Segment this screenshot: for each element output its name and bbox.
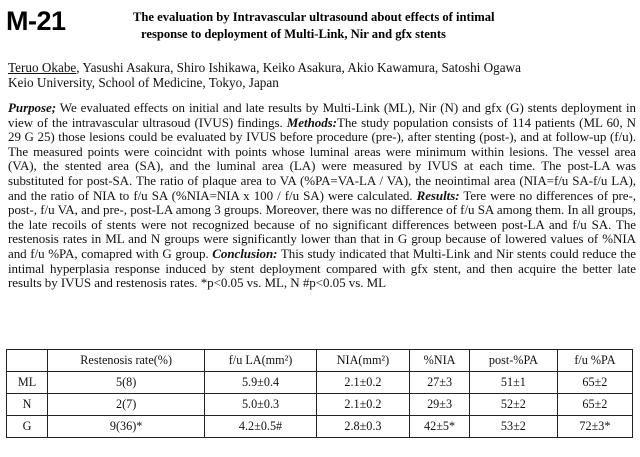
table-header-cell: f/u %PA xyxy=(557,350,632,372)
table-cell: 2(7) xyxy=(48,394,205,416)
table-cell: 51±1 xyxy=(470,372,558,394)
conclusion-label: Conclusion: xyxy=(212,245,278,261)
table-row xyxy=(7,372,633,394)
results-text: Tere were no differences of pre-, post-, f/u VA, and pre-, post-LA among 3 groups. Moreover, there was no difference of f/u SA among them. In all groups, the late recoils of stents were not recognized because of no significant differences between post-LA and f/u SA. The restenosis rates in ML and N groups were significantly lower than that in G group because of lowered values of %NIA and f/u %PA, comapred with G group. xyxy=(8,187,636,261)
table-cell: 2.8±0.3 xyxy=(316,416,409,438)
table-cell: G xyxy=(7,416,48,438)
table-header-cell: post-%PA xyxy=(470,350,558,372)
table-cell: 5.9±0.4 xyxy=(205,372,317,394)
table-cell: 29±3 xyxy=(410,394,470,416)
table-header-cell: NIA(mm²) xyxy=(316,350,409,372)
table-row xyxy=(7,416,633,438)
results-label: Results: xyxy=(416,187,460,203)
table-cell: 53±2 xyxy=(470,416,558,438)
table-cell: 72±3* xyxy=(557,416,632,438)
abstract-title xyxy=(133,9,633,43)
title-line-1: The evaluation by Intravascular ultrasound about effects of intimal xyxy=(133,10,495,24)
conclusion-text: This study indicated that Multi-Link and Nir stents could reduce the intimal hyperplasia response induced by stent deployment compared with gfx stent, and then acquire the better late results by IVUS and restenosis rates. *p<0.05 vs. ML, N #p<0.05 vs. ML xyxy=(8,245,636,291)
table-cell: 5(8) xyxy=(48,372,205,394)
table-cell: 4.2±0.5# xyxy=(205,416,317,438)
table-cell: 65±2 xyxy=(557,372,632,394)
coauthors: , Yasushi Asakura, Shiro Ishikawa, Keiko Asakura, Akio Kawamura, Satoshi Ogawa xyxy=(76,60,521,75)
methods-label: Methods: xyxy=(286,114,337,130)
table-cell: 65±2 xyxy=(557,394,632,416)
abstract-body xyxy=(8,101,636,291)
table-header-cell: Restenosis rate(%) xyxy=(48,350,205,372)
table-header-cell xyxy=(7,350,48,372)
table-cell: 2.1±0.2 xyxy=(316,394,409,416)
table-header-row xyxy=(7,350,633,372)
author-block xyxy=(8,60,638,90)
table-header-cell: %NIA xyxy=(410,350,470,372)
title-line-2: response to deployment of Multi-Link, Nir and gfx stents xyxy=(141,27,446,41)
table-cell: 42±5* xyxy=(410,416,470,438)
affiliation: Keio University, School of Medicine, Tokyo, Japan xyxy=(8,75,279,90)
purpose-text: We evaluated effects on initial and late results by Multi-Link (ML), Nir (N) and gfx (G) stents deployment in view of the intravascular ultrasoud (IVUS) findings. xyxy=(8,100,636,130)
results-table xyxy=(6,349,633,438)
table-cell: 5.0±0.3 xyxy=(205,394,317,416)
table-cell: N xyxy=(7,394,48,416)
methods-text: The study population consists of 114 patients (ML 60, N 29 G 25) those lesions could be evaluated by IVUS before procedure (pre-), after stenting (post-), and at follow-up (f/u). The measured points were coincidnt with points whose luminal areas were minimum within lesions. The vessel area (VA), the stented area (SA), and the luminal area (LA) were measured by IVUS at each time. The post-LA was substituted for post-SA. The ratio of plaque area to VA (%PA=VA-LA / VA), the neointimal area (NIA=f/u SA-f/u LA), and the ratio of NIA to f/u SA (%NIA=NIA x 100 / f/u SA) were calculated. xyxy=(8,114,636,203)
purpose-label: Purpose; xyxy=(8,100,56,115)
author-list xyxy=(8,60,638,75)
first-author: Teruo Okabe xyxy=(8,60,77,75)
table-cell: ML xyxy=(7,372,48,394)
table-cell: 9(36)* xyxy=(48,416,205,438)
table-row xyxy=(7,394,633,416)
abstract-code: M-21 xyxy=(6,6,66,36)
table-cell: 27±3 xyxy=(410,372,470,394)
table-header-cell: f/u LA(mm²) xyxy=(205,350,317,372)
table-cell: 2.1±0.2 xyxy=(316,372,409,394)
table-cell: 52±2 xyxy=(470,394,558,416)
